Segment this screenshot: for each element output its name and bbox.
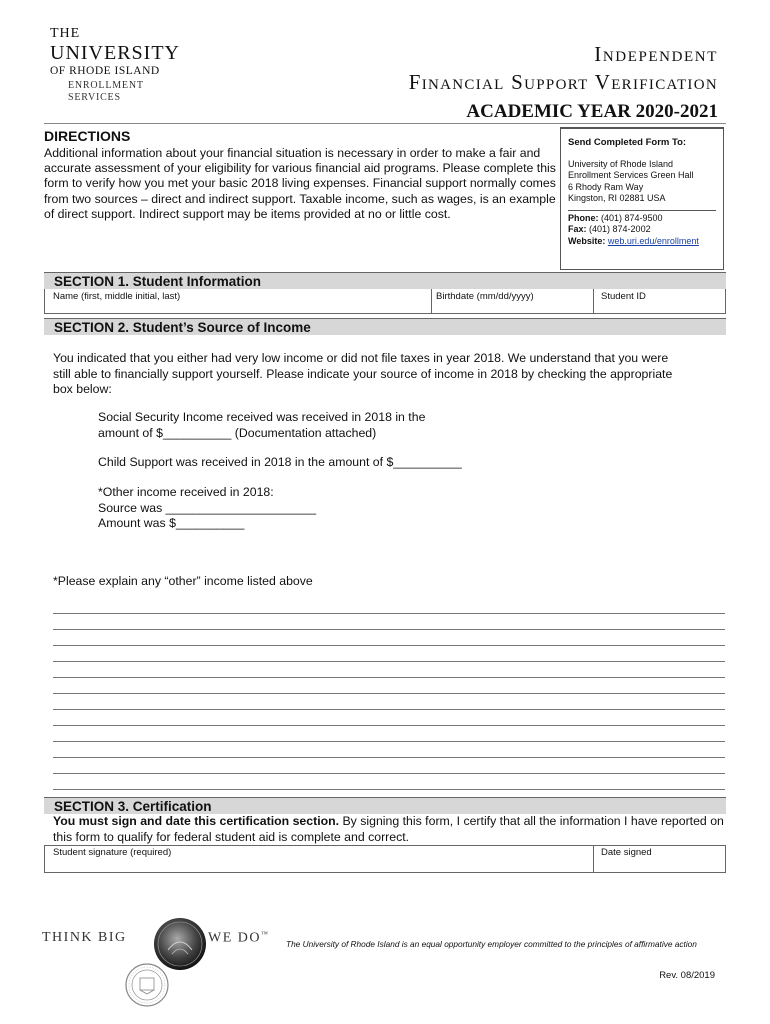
we-do-text: WE DO™	[208, 930, 270, 946]
revision-date: Rev. 08/2019	[659, 970, 715, 981]
title-line2: Financial Support Verification	[408, 70, 718, 94]
certification-text	[53, 814, 725, 845]
logo-services: SERVICES	[68, 92, 121, 103]
logo-enrollment: ENROLLMENT	[68, 80, 144, 91]
title-line1: Independent	[594, 42, 718, 66]
address-line: University of Rhode Island	[568, 158, 674, 169]
phone-number: (401) 874-9500	[601, 212, 663, 223]
ssi-line2: amount of $__________ (Documentation attached)	[98, 425, 377, 440]
directions-heading: DIRECTIONS	[44, 128, 131, 144]
send-to-heading: Send Completed Form To:	[568, 137, 687, 148]
explanation-line[interactable]	[53, 598, 725, 614]
address-line: Enrollment Services Green Hall	[568, 170, 694, 180]
other-source-line: Source was ______________________	[98, 500, 317, 515]
section3-title: SECTION 3. Certification	[44, 797, 726, 814]
explanation-line[interactable]	[53, 662, 725, 678]
website-link[interactable]: web.uri.edu/enrollment	[607, 235, 699, 246]
explanation-lines[interactable]	[53, 598, 725, 790]
date-signed-field[interactable]	[601, 847, 721, 871]
logo-university: UNIVERSITY	[50, 42, 180, 64]
think-big-logo	[42, 920, 292, 1000]
website-row: Website: web.uri.edu/enrollment	[568, 235, 699, 246]
send-to-box	[560, 127, 724, 270]
other-line1: *Other income received in 2018:	[98, 485, 274, 499]
birthdate-label: Birthdate (mm/dd/yyyy)	[436, 291, 534, 302]
directions-text: Additional information about your financial situation is necessary in order to make a fair and accurate assessment of your eligibility for various financial aid programs. Please complete this form to verify how you met your basic 2018 living expenses. Financial support normally comes from two sources – direct and indirect support. Taxable income, such as wages, is an example of direct support. Indirect support may be items provided at no or little cost.	[44, 146, 556, 221]
name-field[interactable]	[53, 291, 423, 311]
explanation-line[interactable]	[53, 630, 725, 646]
logo-the: THE	[50, 26, 81, 41]
date-signed-label: Date signed	[601, 847, 652, 858]
title-year: ACADEMIC YEAR 2020-2021	[466, 101, 718, 122]
section2-intro: You indicated that you either had very low income or did not file taxes in year 2018. We understand that you were still able to financially support yourself. Please indicate your source of income in 2018 by checking the appropriate box below:	[53, 351, 673, 396]
explanation-line[interactable]	[53, 742, 725, 758]
send-to-divider	[568, 210, 716, 211]
signature-row	[44, 845, 726, 873]
university-seal-icon	[124, 962, 170, 1013]
birthdate-field[interactable]	[436, 291, 586, 311]
fax-number: (401) 874-2002	[589, 224, 651, 234]
signature-label: Student signature (required)	[53, 847, 172, 858]
explanation-line[interactable]	[53, 646, 725, 662]
ssi-line1: Social Security Income received was received in 2018 in the	[98, 410, 426, 424]
equal-opportunity-note: The University of Rhode Island is an equal opportunity employer committed to the principles of affirmative action	[286, 939, 697, 949]
other-income-option[interactable]	[98, 485, 518, 532]
uri-logo	[50, 26, 180, 104]
address-line: Kingston, RI 02881 USA	[568, 193, 666, 203]
student-info-row	[44, 289, 726, 314]
header-divider	[44, 123, 726, 124]
form-title	[409, 40, 718, 126]
think-big-text: THINK BIG	[42, 930, 127, 945]
certification-body: By signing this form, I certify that all the information I have reported on this form to qualify for federal student aid is complete and correct.	[53, 814, 724, 844]
phone-row: Phone: (401) 874-9500	[568, 212, 663, 223]
explanation-line[interactable]	[53, 614, 725, 630]
student-id-field[interactable]	[601, 291, 721, 311]
address-line: 6 Rhody Ram Way	[568, 181, 644, 192]
explanation-line[interactable]	[53, 710, 725, 726]
explain-label: *Please explain any “other” income listed above	[53, 574, 313, 588]
ssi-option[interactable]	[98, 410, 518, 441]
name-label: Name (first, middle initial, last)	[53, 291, 181, 302]
section2-title: SECTION 2. Student’s Source of Income	[44, 318, 726, 335]
certification-bold: You must sign and date this certification section.	[53, 814, 340, 828]
explanation-line[interactable]	[53, 678, 725, 694]
section1-title: SECTION 1. Student Information	[44, 272, 726, 289]
explanation-line[interactable]	[53, 726, 725, 742]
explanation-line[interactable]	[53, 758, 725, 774]
student-id-label: Student ID	[601, 291, 646, 302]
signature-field[interactable]	[53, 847, 583, 871]
child-support-option[interactable]: Child Support was received in 2018 in the amount of $__________	[98, 455, 462, 469]
logo-rhode-island: OF RHODE ISLAND	[50, 65, 160, 77]
fax-row: Fax: (401) 874-2002	[568, 224, 651, 234]
explanation-line[interactable]	[53, 774, 725, 790]
other-amount-line: Amount was $__________	[98, 516, 245, 530]
explanation-line[interactable]	[53, 694, 725, 710]
